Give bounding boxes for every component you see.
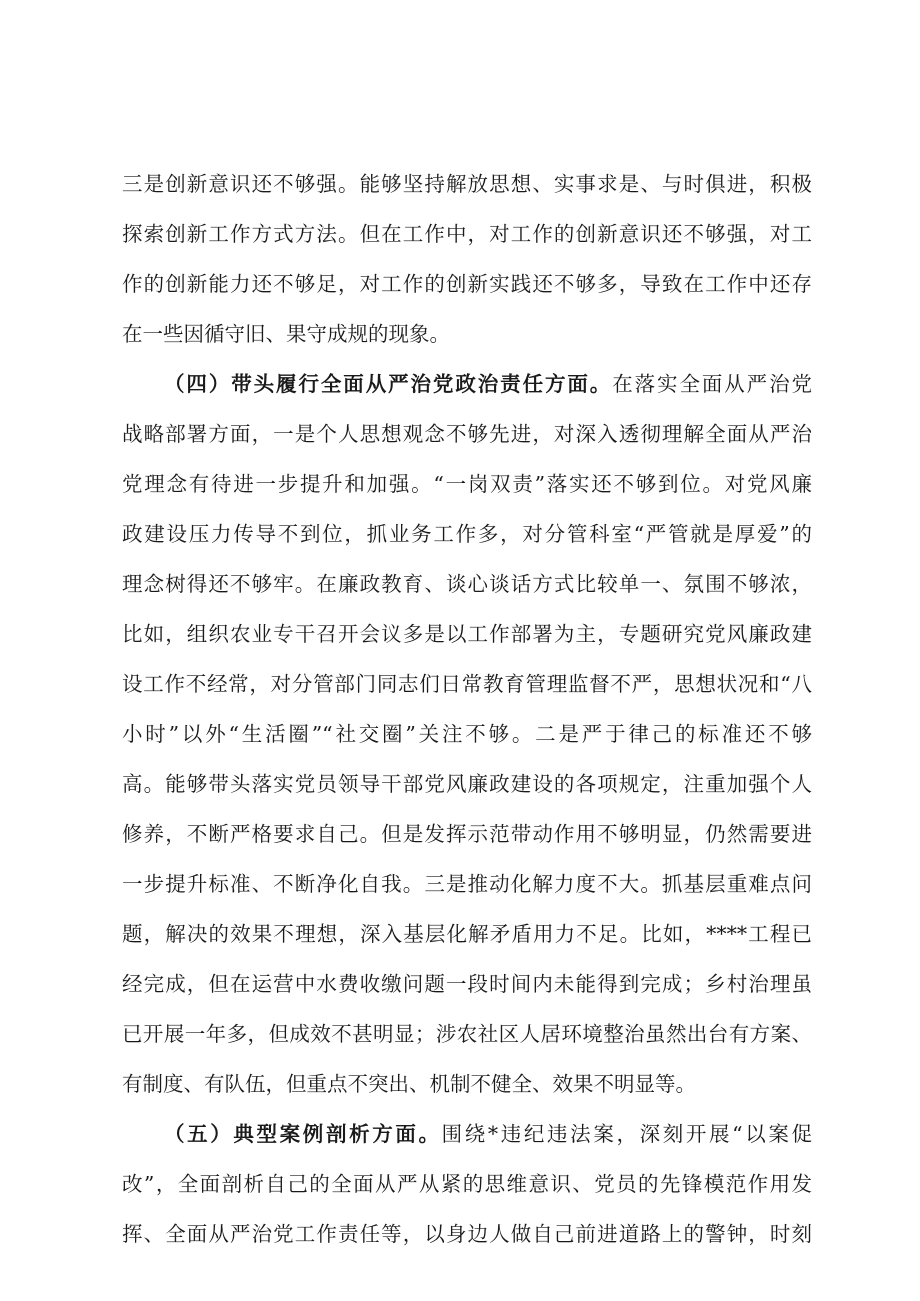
paragraph-line: 修养，不断严格要求自己。但是发挥示范带动作用不够明显，仍然需要进 [122, 822, 812, 846]
paragraph-line: 三是创新意识还不够强。能够坚持解放思想、实事求是、与时俱进，积极 [122, 172, 812, 196]
section-heading-line [164, 1120, 812, 1148]
paragraph-line: 战略部署方面，一是个人思想观念不够先进，对深入透彻理解全面从严治 [122, 422, 812, 446]
paragraph-line: 在一些因循守旧、果守成规的现象。 [122, 322, 450, 346]
paragraph-line: 探索创新工作方式方法。但在工作中，对工作的创新意识还不够强，对工 [122, 222, 812, 246]
paragraph-line: 改”，全面剖析自己的全面从严从紧的思维意识、党员的先锋模范作用发 [122, 1172, 812, 1196]
paragraph-text: 围绕*违纪违法案，深刻开展“以案促 [441, 1122, 813, 1146]
paragraph-line: 高。能够带头落实党员领导干部党风廉政建设的各项规定，注重加强个人 [122, 772, 812, 796]
section-heading: （四）带头履行全面从严治党政治责任方面。 [164, 372, 613, 396]
paragraph-line: 题，解决的效果不理想，深入基层化解矛盾用力不足。比如，****工程已 [122, 922, 812, 946]
section-heading: （五）典型案例剖析方面。 [164, 1122, 442, 1146]
paragraph-line: 一步提升标准、不断净化自我。三是推动化解力度不大。抓基层重难点问 [122, 872, 812, 896]
paragraph-line: 理念树得还不够牢。在廉政教育、谈心谈话方式比较单一、氛围不够浓， [122, 572, 812, 596]
paragraph-line: 已开展一年多，但成效不甚明显；涉农社区人居环境整治虽然出台有方案、 [122, 1022, 812, 1046]
paragraph-line: 经完成，但在运营中水费收缴问题一段时间内未能得到完成；乡村治理虽 [122, 972, 812, 996]
paragraph-line: 政建设压力传导不到位，抓业务工作多，对分管科室“严管就是厚爱”的 [122, 522, 812, 546]
paragraph-line: 小时”以外“生活圈”“社交圈”关注不够。二是严于律己的标准还不够 [122, 722, 812, 746]
paragraph-line: 党理念有待进一步提升和加强。“一岗双责”落实还不够到位。对党风廉 [122, 472, 812, 496]
paragraph-line: 设工作不经常，对分管部门同志们日常教育管理监督不严，思想状况和“八 [122, 672, 812, 696]
section-heading-line [164, 370, 812, 398]
paragraph-line: 有制度、有队伍，但重点不突出、机制不健全、效果不明显等。 [122, 1072, 696, 1096]
paragraph-line: 挥、全面从严治党工作责任等，以身边人做自己前进道路上的警钟，时刻 [122, 1222, 812, 1246]
paragraph-line: 作的创新能力还不够足，对工作的创新实践还不够多，导致在工作中还存 [122, 272, 812, 296]
paragraph-line: 比如，组织农业专干召开会议多是以工作部署为主，专题研究党风廉政建 [122, 622, 812, 646]
paragraph-text: 在落实全面从严治党 [612, 372, 813, 396]
